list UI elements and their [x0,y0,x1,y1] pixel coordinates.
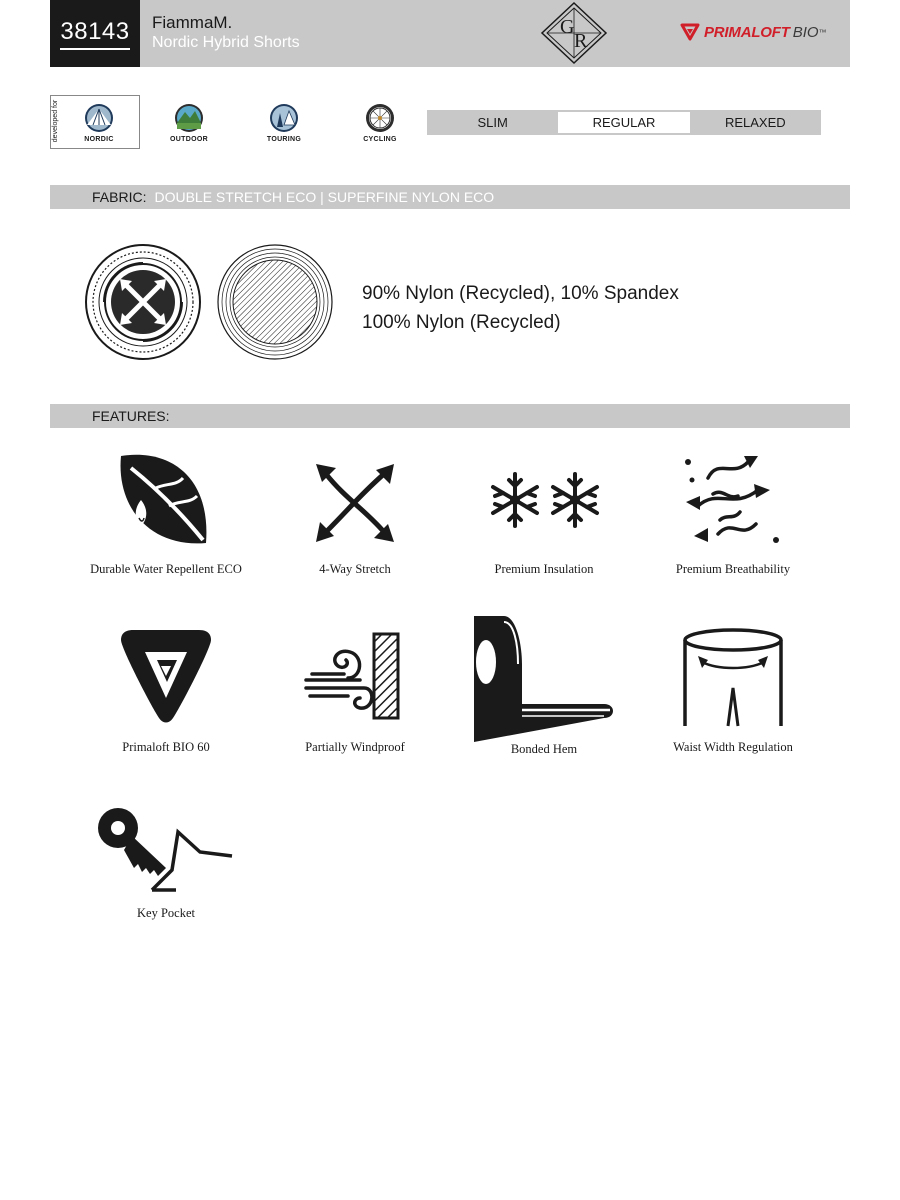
product-subtitle: Nordic Hybrid Shorts [152,34,300,51]
discipline-label: OUTDOOR [170,136,208,143]
feature-waist-width-regulation [638,626,828,755]
feature-key-pocket [71,806,261,921]
feature-label: Primaloft BIO 60 [122,740,210,754]
product-name: FiammaM. [152,13,233,32]
feature-label: Key Pocket [137,906,195,920]
product-code-box [50,0,140,67]
feature-dwr-eco [71,448,261,577]
feature-label: Premium Breathability [675,562,791,576]
header-bar [50,0,850,67]
fit-option-relaxed[interactable]: RELAXED [724,115,786,130]
fabric-section-bar [50,185,850,209]
cycling-icon [365,103,395,133]
key-pocket-icon [96,806,236,902]
fit-option-slim[interactable]: SLIM [477,115,508,130]
waist-regulation-icon [678,626,788,736]
developed-for-label: developed for [52,99,59,143]
features-label: FEATURES: [92,408,170,424]
touring-icon [269,103,299,133]
feature-premium-insulation [449,448,639,577]
brand-suffix: BIO [792,23,819,41]
discipline-touring [249,103,319,143]
nordic-icon [84,103,114,133]
discipline-label: CYCLING [363,136,397,143]
leaf-drop-icon [111,448,221,558]
brand-name: PRIMALOFT [704,23,790,41]
composition-line: 100% Nylon (Recycled) [362,312,561,333]
discipline-outdoor [154,103,224,143]
fabric-value: DOUBLE STRETCH ECO | SUPERFINE NYLON ECO [154,189,495,205]
feature-label: 4-Way Stretch [319,562,391,576]
superfine-nylon-eco-icon [216,243,334,361]
discipline-label: NORDIC [84,136,114,143]
feature-label: Partially Windproof [305,740,405,754]
four-way-arrows-icon [300,448,410,558]
discipline-label: TOURING [266,136,302,143]
gr-logo-icon [540,1,608,65]
product-code-underline [60,48,130,50]
svg-text:R: R [574,30,588,52]
fit-option-regular[interactable]: REGULAR [558,112,689,133]
discipline-nordic [64,103,134,143]
primaloft-brand-icon [680,23,700,41]
feature-label: Bonded Hem [510,742,578,756]
feature-label: Durable Water Repellent ECO [90,562,242,576]
primaloft-logo-icon [111,626,221,736]
product-code: 38143 [60,17,130,45]
svg-text:G: G [560,16,575,38]
product-title-block [152,13,300,53]
brand-trademark: ™ [818,27,827,37]
outdoor-icon [174,103,204,133]
feature-bonded-hem [449,614,639,757]
fit-selector [427,110,821,135]
breathability-arrows-icon [678,448,788,558]
fabric-compositions [362,279,679,337]
feature-label: Waist Width Regulation [673,740,793,754]
feature-primaloft-bio-60 [71,626,261,755]
feature-four-way-stretch [260,448,450,577]
feature-label: Premium Insulation [494,562,594,576]
fabric-label: FABRIC: [92,189,147,205]
wind-icon [300,626,410,736]
bonded-hem-icon [464,614,624,742]
primaloft-bio-brand [680,20,827,44]
double-stretch-eco-icon [84,243,202,361]
snowflakes-icon [479,448,609,558]
features-section-bar [50,404,850,428]
feature-premium-breathability [638,448,828,577]
composition-line: 90% Nylon (Recycled), 10% Spandex [362,283,679,304]
feature-partially-windproof [260,626,450,755]
discipline-cycling [345,103,415,143]
